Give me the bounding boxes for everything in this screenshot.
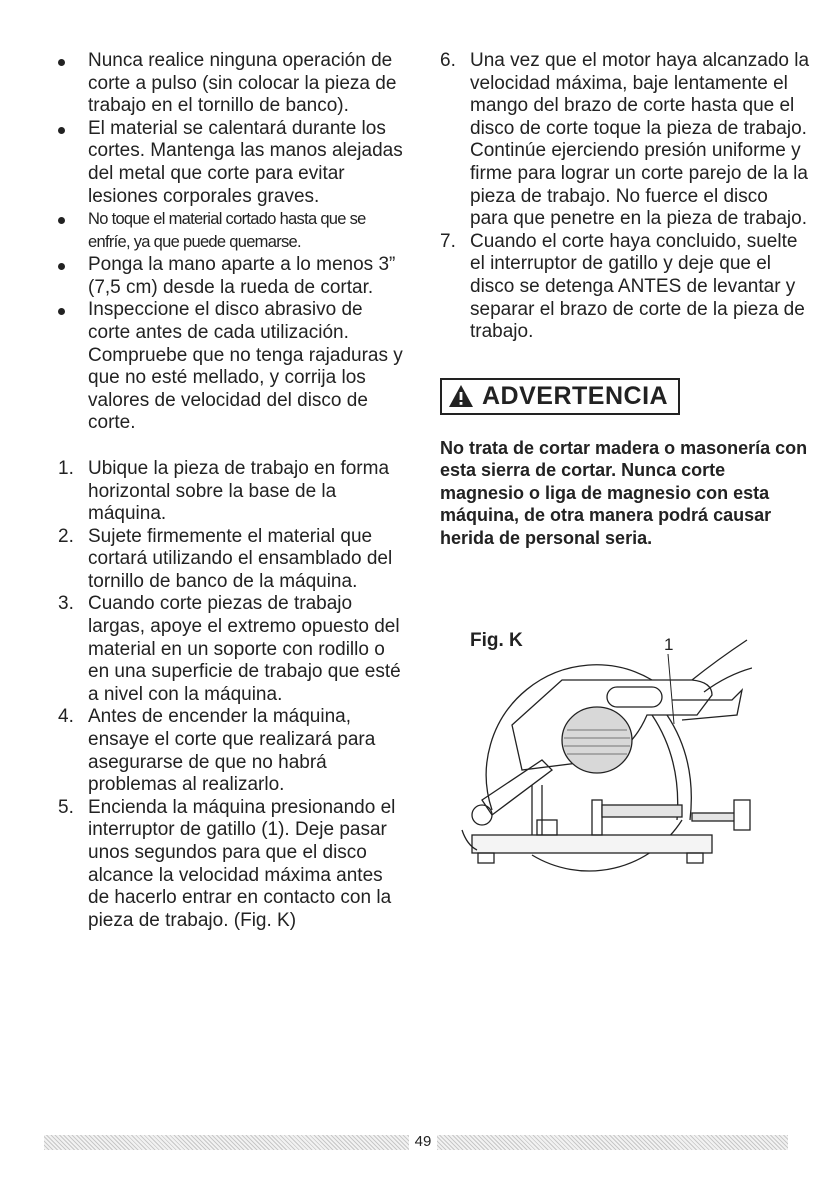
step-text: Sujete firmemente el material que cortará utilizando el ensamblado del tornillo de banco de la máquina. [88,525,393,592]
bullet-text: Nunca realice ninguna operación de corte a pulso (sin colocar la pieza de trabajo en el tornillo de banco). [88,50,397,117]
step-number: 5. [58,796,74,818]
step-text: Cuando corte piezas de trabajo largas, apoye el extremo opuesto del material en un soporte con rodillo o en una superficie de trabajo que esté a nivel con la máquina. [88,593,401,705]
step-text: Cuando el corte haya concluido, suelte el interruptor de gatillo y deje que el disco se detenga ANTES de levantar y separar el brazo de corte de la pieza de trabajo. [470,230,805,343]
bullet-item [58,299,408,435]
step-item [58,526,408,594]
bullet-item [58,254,408,299]
bullet-dot [58,59,65,66]
bullet-text: No toque el material cortado hasta que se enfríe, ya que puede quemarse. [88,210,366,252]
warning-text: No trata de cortar madera o masonería con esta sierra de cortar. Nunca corte magnesio o liga de magnesio con esta máquina, de otra manera podrá causar herida de personal seria. [440,437,808,548]
figure-label: Fig. K [470,630,523,651]
bullet-dot [58,263,65,270]
bullet-dot [58,217,65,224]
step-text: Ubique la pieza de trabajo en forma horizontal sobre la base de la máquina. [88,457,390,525]
bullet-text: Ponga la mano aparte a lo menos 3” (7,5 cm) desde la rueda de cortar. [88,254,396,298]
page-footer [44,1132,788,1152]
bullet-item [58,50,408,118]
step-text: Antes de encender la máquina, ensaye el corte que realizará para asegurarse de que no habrá problemas al realizarlo. [88,706,376,796]
step-item [58,593,408,706]
bullet-item [58,208,408,254]
bullet-text: Inspeccione el disco abrasivo de corte antes de cada utilización. Compruebe que no tenga rajaduras y que no esté mellado, y corrija los valores de velocidad del disco de corte. [88,299,403,434]
footer-hatch-left [44,1135,409,1150]
step-text: Encienda la máquina presionando el interruptor de gatillo (1). Deje pasar unos segundos para que el disco alcance la velocidad máxima antes de hacerlo entrar en contacto con la pieza de trabajo. (Fig. K) [88,796,396,931]
callout-number: 1 [664,635,674,654]
callout-leader-line [668,654,674,724]
bullet-dot [58,127,65,134]
warning-triangle-icon [448,384,474,408]
bullet-item [58,118,408,208]
step-item [440,50,810,231]
step-number: 1. [58,457,74,479]
step-number: 7. [440,230,456,252]
footer-hatch-right [437,1135,788,1150]
step-item [58,458,408,526]
bullet-text: El material se calentará durante los cortes. Mantenga las manos alejadas del metal que corte para evitar lesiones corporales graves. [88,117,403,207]
warning-label: ADVERTENCIA [482,381,669,410]
bullet-dot [58,308,65,315]
right-column [440,50,810,549]
step-number: 4. [58,706,74,728]
warning-box [440,378,680,415]
step-text: Una vez que el motor haya alcanzado la velocidad máxima, baje lentamente el mango del brazo de corte hasta que el disco de corte toque la pieza de trabajo. Continúe ejerciendo presión uniforme y firme para lograr un corte parejo de la la pieza de trabajo. No fuerce el disco para que penetre en la pieza de trabajo. [470,50,810,230]
step-number: 3. [58,593,74,615]
step-number: 6. [440,50,456,71]
left-column [58,50,408,932]
step-item [58,706,408,796]
step-item [58,797,408,933]
step-number: 2. [58,525,74,547]
step-item [440,231,810,344]
page-number: 49 [414,1133,432,1150]
cutoff-saw-illustration [462,640,752,871]
figure-k [442,620,752,880]
